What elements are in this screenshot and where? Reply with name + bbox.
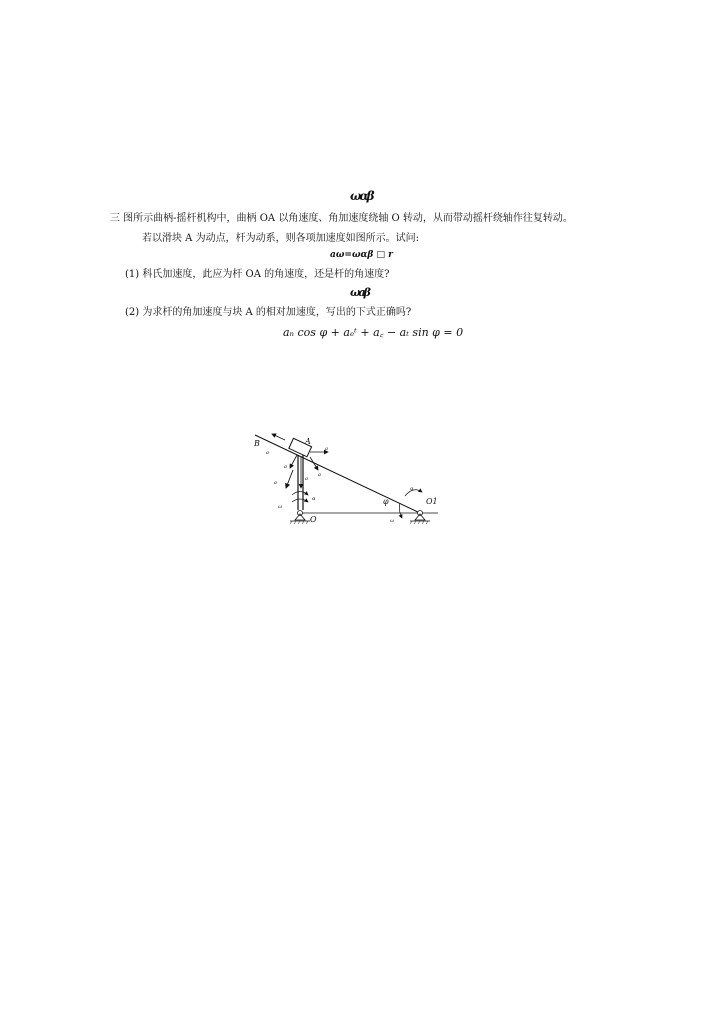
arc-omega01: [399, 503, 402, 518]
arc-alpha0: [292, 492, 308, 496]
pivot-o: [298, 511, 303, 516]
label-o1: O1: [426, 497, 438, 506]
arrow-a-tau: [272, 434, 285, 440]
arrow-a-e-tau: [290, 455, 297, 468]
arc-omega0: [292, 499, 308, 502]
arc-alpha01: [405, 490, 422, 496]
label-alpha0: α: [312, 496, 316, 502]
mechanism-figure: [250, 430, 450, 530]
label-a-tau: a: [266, 450, 269, 456]
inline-glyph: aω=ωαβ □ r: [330, 250, 393, 260]
label-a: A: [305, 437, 311, 446]
inline-glyph-2: ωaβ: [350, 286, 369, 299]
pivot-o1: [418, 511, 423, 516]
ground-hatch-o: [290, 521, 308, 524]
heading-glyph: ωαβ: [350, 189, 373, 203]
label-omega01: ω: [390, 518, 395, 524]
ground-hatch-o1: [410, 521, 428, 524]
label-omega0: ω: [278, 504, 283, 510]
problem-statement: 三 图所示曲柄-摇杆机构中，曲柄 OA 以角速度、角加速度绕轴 O 转动，从而带动摇杆绕轴作往复转动。: [110, 213, 573, 224]
problem-statement-2: 若以滑块 A 为动点，杆为动系，则各项加速度如图所示。试问:: [142, 233, 419, 244]
label-b: B: [254, 439, 260, 448]
label-a-c: a: [318, 472, 321, 478]
label-a-n: a: [305, 476, 308, 482]
label-a-t: a: [274, 480, 277, 486]
label-alpha01: α: [410, 486, 414, 492]
rocker-rod: [255, 435, 420, 513]
label-phi: φ: [383, 497, 389, 506]
question-2: (2) 为求杆的角加速度与块 A 的相对加速度，写出的下式正确吗?: [125, 307, 412, 318]
acceleration-equation: aₙ cos φ + aₑᵗ + a꜀ − aₜ sin φ = 0: [283, 326, 464, 339]
label-a-r: a: [325, 446, 328, 452]
question-1: (1) 科氏加速度，此应为杆 OA 的角速度，还是杆的角速度?: [125, 269, 390, 280]
label-a-e: a: [284, 464, 287, 470]
label-o: O: [310, 515, 317, 524]
arrow-a-t: [286, 470, 293, 488]
arrow-a-c: [310, 457, 318, 470]
